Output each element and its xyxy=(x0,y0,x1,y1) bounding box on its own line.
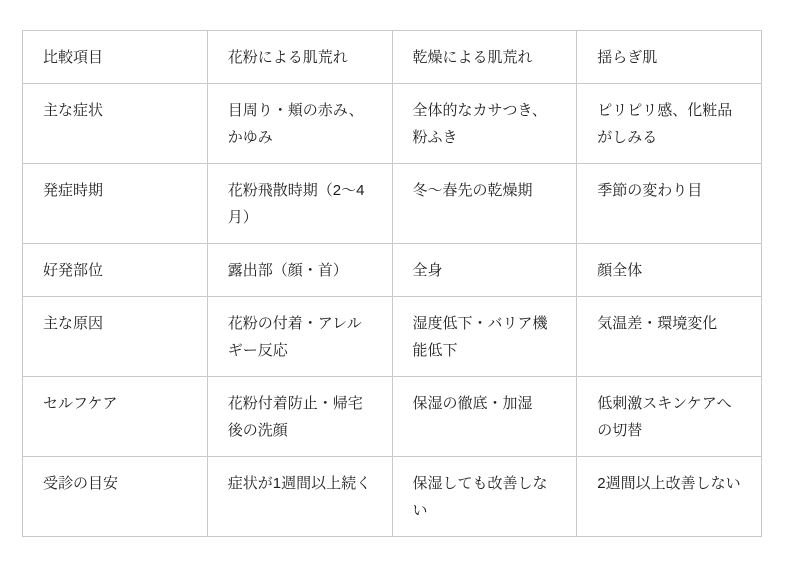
row-label-cell: 主な原因 xyxy=(23,297,208,377)
header-cell-fluctuating: 揺らぎ肌 xyxy=(577,31,762,84)
data-cell: 花粉飛散時期（2〜4月） xyxy=(207,164,392,244)
table-row xyxy=(23,457,762,537)
table-row xyxy=(23,377,762,457)
data-cell: 全身 xyxy=(392,244,577,297)
table-row xyxy=(23,164,762,244)
row-label-cell: 好発部位 xyxy=(23,244,208,297)
table-header-row xyxy=(23,31,762,84)
table-row xyxy=(23,84,762,164)
row-label-cell: セルフケア xyxy=(23,377,208,457)
data-cell: 顔全体 xyxy=(577,244,762,297)
header-cell-dryness: 乾燥による肌荒れ xyxy=(392,31,577,84)
data-cell: 花粉の付着・アレルギー反応 xyxy=(207,297,392,377)
data-cell: ピリピリ感、化粧品がしみる xyxy=(577,84,762,164)
data-cell: 目周り・頬の赤み、かゆみ xyxy=(207,84,392,164)
data-cell: 症状が1週間以上続く xyxy=(207,457,392,537)
data-cell: 全体的なカサつき、粉ふき xyxy=(392,84,577,164)
data-cell: 2週間以上改善しない xyxy=(577,457,762,537)
data-cell: 湿度低下・バリア機能低下 xyxy=(392,297,577,377)
data-cell: 花粉付着防止・帰宅後の洗顔 xyxy=(207,377,392,457)
comparison-table xyxy=(22,30,762,537)
data-cell: 低刺激スキンケアへの切替 xyxy=(577,377,762,457)
table-row xyxy=(23,297,762,377)
row-label-cell: 受診の目安 xyxy=(23,457,208,537)
header-cell-pollen: 花粉による肌荒れ xyxy=(207,31,392,84)
data-cell: 気温差・環境変化 xyxy=(577,297,762,377)
data-cell: 保湿しても改善しない xyxy=(392,457,577,537)
row-label-cell: 主な症状 xyxy=(23,84,208,164)
header-cell-item: 比較項目 xyxy=(23,31,208,84)
data-cell: 冬〜春先の乾燥期 xyxy=(392,164,577,244)
table-row xyxy=(23,244,762,297)
data-cell: 露出部（顔・首） xyxy=(207,244,392,297)
data-cell: 保湿の徹底・加湿 xyxy=(392,377,577,457)
row-label-cell: 発症時期 xyxy=(23,164,208,244)
data-cell: 季節の変わり目 xyxy=(577,164,762,244)
